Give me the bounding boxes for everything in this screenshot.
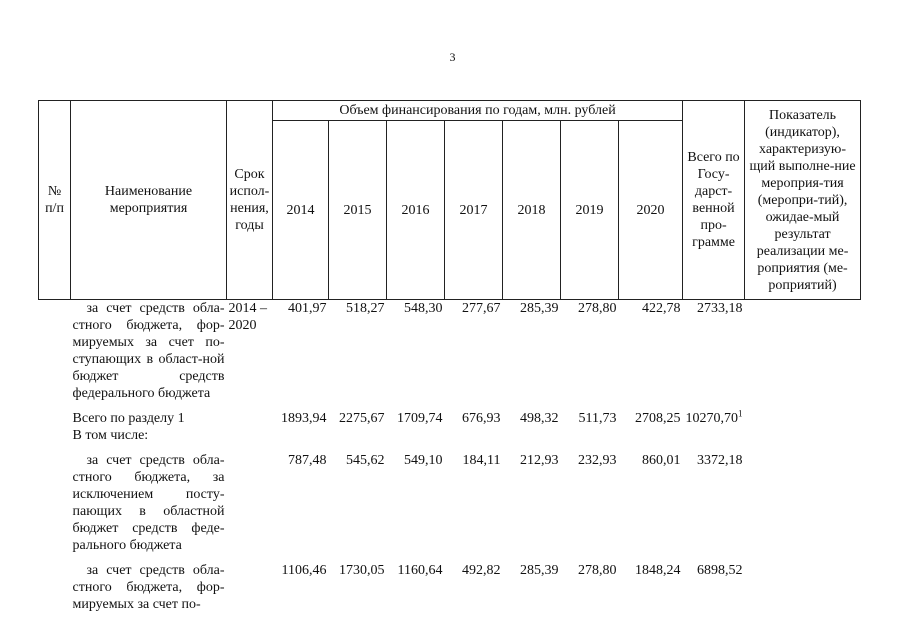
row-name: за счет средств обла-стного бюджета, за исключением посту-пающих в областной бюджет средств феде-рального бюджета [72,453,225,553]
row-name: за счет средств обла-стного бюджета, фор-мируемых за счет по- [72,563,225,612]
row-value: 498,32 [520,411,559,426]
row-value: 1893,94 [281,411,327,426]
header-year: 2016 [387,121,445,300]
header-year: 2015 [329,121,387,300]
table-row [39,410,861,427]
row-value: 1160,64 [397,563,443,578]
table-row [39,427,861,444]
row-value: 278,80 [578,301,617,316]
row-value: 285,39 [520,301,559,316]
row-total: 6898,52 [697,563,743,578]
row-value: 1106,46 [281,563,327,578]
table-row [39,452,861,554]
row-value: 548,30 [404,301,443,316]
row-value: 2708,25 [635,411,681,426]
header-total: Всего по Госу-дарст-венной про-грамме [683,101,745,300]
header-year: 2014 [273,121,329,300]
header-year: 2018 [503,121,561,300]
row-value: 232,93 [578,453,617,468]
row-total-value: 10270,70 [685,411,739,426]
row-value: 549,10 [404,453,443,468]
row-period: 2014 – 2020 [228,301,267,333]
header-indicator: Показатель (индикатор), характеризую-щий выполне-ние мероприя-тия (меропри-тий), ожидае-мый результат реализации ме-роприятия (ме-роприятий) [745,101,861,300]
row-value: 787,48 [288,453,327,468]
row-period [227,410,273,427]
row-value: 1848,24 [635,563,681,578]
row-value: 511,73 [578,411,617,426]
row-name: Всего по разделу 1 [72,411,185,426]
row-value: 2275,67 [339,411,385,426]
table-row [39,562,861,613]
row-value: 277,67 [462,301,501,316]
row-period [227,562,273,613]
header-funding: Объем финансирования по годам, млн. рублей [273,101,683,121]
header-year: 2020 [619,121,683,300]
header-name: Наименование мероприятия [71,101,227,300]
row-value: 1730,05 [339,563,385,578]
row-value: 676,93 [462,411,501,426]
funding-table [38,100,861,613]
row-value: 401,97 [288,301,327,316]
table-row [39,300,861,403]
row-name: В том числе: [72,428,149,443]
row-value: 184,11 [462,453,501,468]
header-year: 2017 [445,121,503,300]
row-value: 285,39 [520,563,559,578]
row-value: 1709,74 [397,411,443,426]
header-num: № п/п [39,101,71,300]
footnote-mark: 1 [738,408,743,419]
row-period [227,452,273,554]
row-total: 2733,18 [697,301,743,316]
header-period: Срок испол-нения, годы [227,101,273,300]
row-total [683,410,745,427]
row-value: 278,80 [578,563,617,578]
page-number: 3 [449,50,456,64]
row-value: 518,27 [346,301,385,316]
row-name: за счет средств обла-стного бюджета, фор-мируемых за счет по-ступающих в област-ной бюджет средств федерального бюджета [72,301,225,401]
row-total: 3372,18 [697,453,743,468]
header-year: 2019 [561,121,619,300]
row-value: 212,93 [520,453,559,468]
row-value: 860,01 [642,453,681,468]
row-value: 422,78 [642,301,681,316]
row-value: 545,62 [346,453,385,468]
row-value: 492,82 [462,563,501,578]
